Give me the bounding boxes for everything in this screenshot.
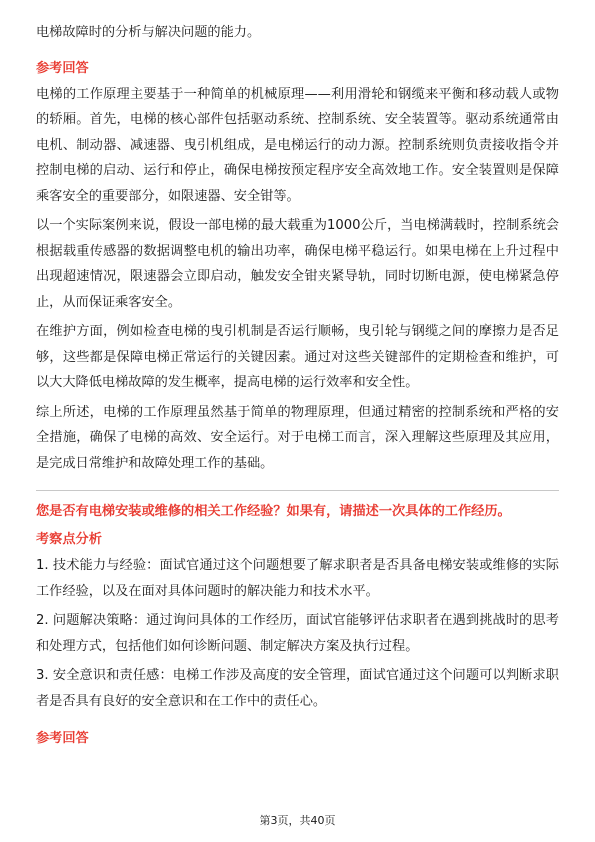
answer-paragraph-2: 以一个实际案例来说，假设一部电梯的最大载重为1000公斤，当电梯满载时，控制系统会根据载重传感器的数据调整电机的输出功率，确保电梯平稳运行。如果电梯在上升过程中出现超速情况，限速器会立即启动，触发安全钳夹紧导轨，同时切断电源，使电梯紧急停止，从而保证乘客安全。: [36, 218, 559, 310]
analysis-heading: 考察点分析: [36, 532, 102, 547]
analysis-point-3: 3. 安全意识和责任感：电梯工作涉及高度的安全管理，面试官通过这个问题可以判断求职者是否具有良好的安全意识和在工作中的责任心。: [36, 668, 559, 709]
page-footer: 第3页，共40页: [259, 814, 336, 827]
section-divider: [36, 490, 559, 491]
reference-answer-heading: 参考回答: [36, 60, 89, 76]
reference-answer-heading-2: 参考回答: [36, 731, 89, 746]
analysis-point-1: 1. 技术能力与经验：面试官通过这个问题想要了解求职者是否具备电梯安装或维修的实际工作经验，以及在面对具体问题时的解决能力和技术水平。: [36, 558, 559, 599]
intro-line: 电梯故障时的分析与解决问题的能力。: [36, 25, 261, 40]
interview-question: 您是否有电梯安装或维修的相关工作经验？如果有，请描述一次具体的工作经历。: [36, 504, 511, 519]
answer-paragraph-1: 电梯的工作原理主要基于一种简单的机械原理——利用滑轮和钢缆来平衡和移动载人或物的轿厢。首先，电梯的核心部件包括驱动系统、控制系统、安全装置等。驱动系统通常由电机、制动器、减速器、曳引机组成，是电梯运行的动力源。控制系统则负责接收指令并控制电梯的启动、运行和停止，确保电梯按预定程序安全高效地工作。安全装置则是保障乘客安全的重要部分，如限速器、安全钳等。: [36, 86, 559, 204]
analysis-point-2: 2. 问题解决策略：通过询问具体的工作经历，面试官能够评估求职者在遇到挑战时的思考和处理方式，包括他们如何诊断问题、制定解决方案及执行过程。: [36, 613, 559, 654]
answer-paragraph-4: 综上所述，电梯的工作原理虽然基于简单的物理原理，但通过精密的控制系统和严格的安全措施，确保了电梯的高效、安全运行。对于电梯工而言，深入理解这些原理及其应用，是完成日常维护和故障处理工作的基础。: [36, 404, 559, 471]
answer-paragraph-3: 在维护方面，例如检查电梯的曳引机制是否运行顺畅，曳引轮与钢缆之间的摩擦力是否足够，这些都是保障电梯正常运行的关键因素。通过对这些关键部件的定期检查和维护，可以大大降低电梯故障的发生概率，提高电梯的运行效率和安全性。: [36, 324, 559, 390]
